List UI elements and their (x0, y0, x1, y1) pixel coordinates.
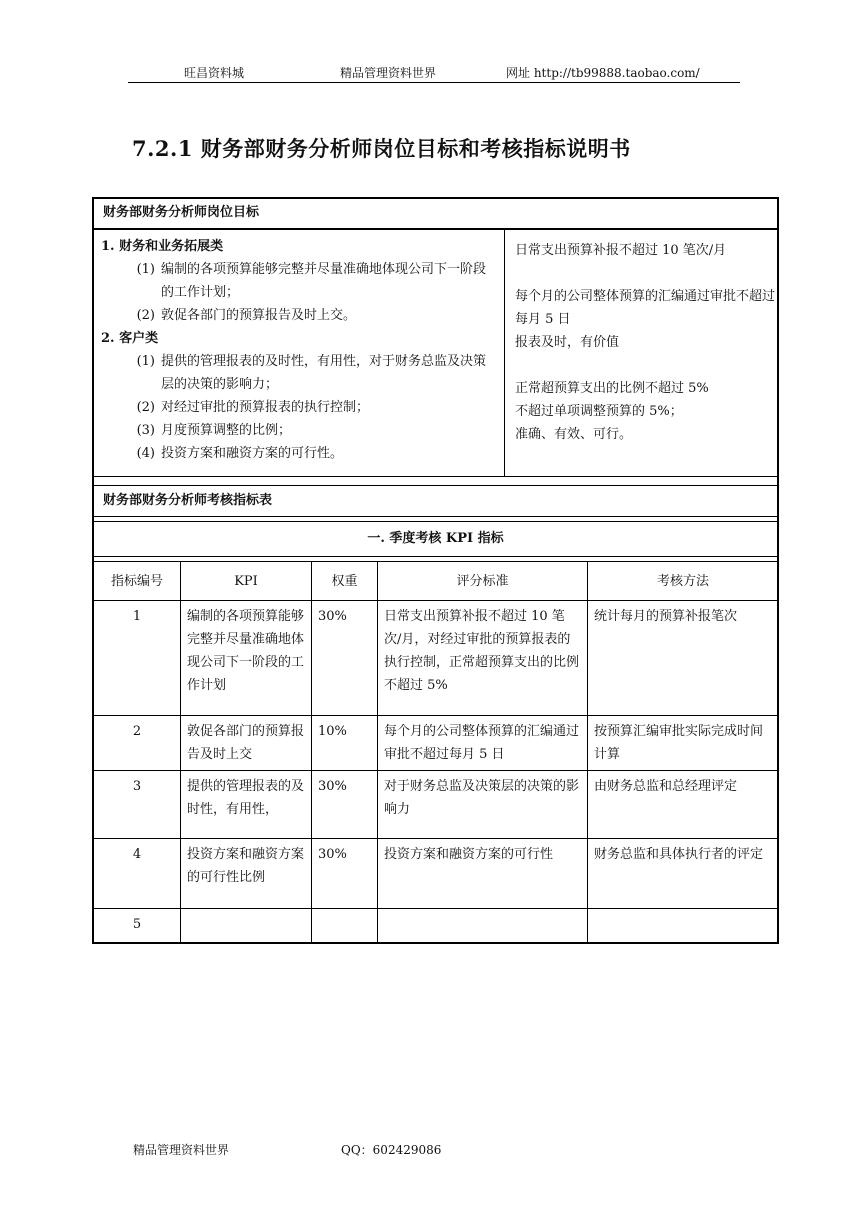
goal-target: 每个月的公司整体预算的汇编通过审批不超过每月 5 日 (515, 289, 776, 327)
goal-category: 1. 财务和业务拓展类 (101, 239, 224, 254)
goals-list (93, 230, 505, 476)
kpi-criteria (378, 909, 588, 943)
goals-heading: 财务部财务分析师岗位目标 (93, 198, 778, 230)
goal-item-number: (2) (136, 308, 155, 323)
kpi-method: 由财务总监和总经理评定 (588, 771, 779, 839)
footer-qq-text: QQ：602429086 (341, 1143, 442, 1157)
table-row (94, 771, 779, 839)
kpi-method (588, 909, 779, 943)
kpi-weight: 30% (312, 771, 378, 839)
kpi-weight (312, 909, 378, 943)
goal-target: 报表及时，有价值 (515, 335, 620, 350)
table-row (94, 716, 779, 771)
kpi-id: 4 (94, 839, 181, 909)
kpi-criteria: 投资方案和融资方案的可行性 (378, 839, 588, 909)
goal-item-text: 投资方案和融资方案的可行性。 (161, 446, 344, 461)
goal-item (101, 396, 504, 419)
kpi-id: 2 (94, 716, 181, 771)
kpi-method: 按预算汇编审批实际完成时间计算 (588, 716, 779, 771)
kpi-criteria: 日常支出预算补报不超过 10 笔次/月，对经过审批的预算报表的执行控制，正常超预算支出的比例不超过 5% (378, 601, 588, 716)
table-row (94, 839, 779, 909)
goal-target: 不超过单项调整预算的 5%； (515, 404, 683, 419)
column-header: 评分标准 (378, 562, 588, 601)
header-website-text: 网址 http://tb99888.taobao.com/ (506, 66, 700, 80)
goal-item-number: (2) (136, 400, 155, 415)
kpi-name: 编制的各项预算能够完整并尽量准确地体现公司下一阶段的工作计划 (181, 601, 312, 716)
kpi-id: 1 (94, 601, 181, 716)
goal-item-text: 编制的各项预算能够完整并尽量准确地体现公司下一阶段的工作计划； (161, 262, 487, 300)
header-left-text: 旺昌资料城 (184, 66, 245, 80)
goal-item (101, 442, 504, 465)
kpi-name: 提供的管理报表的及时性，有用性， (181, 771, 312, 839)
column-header: 指标编号 (94, 562, 181, 601)
page-header (128, 64, 740, 83)
header-middle-text: 精品管理资料世界 (340, 66, 437, 80)
goal-item-text: 月度预算调整的比例； (161, 423, 292, 438)
kpi-table-header-row (94, 562, 779, 601)
goal-item (101, 258, 504, 304)
kpi-weight: 10% (312, 716, 378, 771)
goal-item (101, 350, 504, 396)
goal-item-number: (4) (136, 446, 155, 461)
goal-item-number: (1) (136, 262, 155, 277)
goal-target: 准确、有效、可行。 (515, 427, 633, 442)
kpi-criteria: 每个月的公司整体预算的汇编通过审批不超过每月 5 日 (378, 716, 588, 771)
footer-left-text: 精品管理资料世界 (133, 1143, 230, 1157)
goal-target: 日常支出预算补报不超过 10 笔次/月 (515, 243, 727, 258)
document-title: 7.2.1 财务部财务分析师岗位目标和考核指标说明书 (132, 136, 631, 161)
kpi-method: 财务总监和具体执行者的评定 (588, 839, 779, 909)
goals-block (93, 230, 778, 477)
goal-category: 2. 客户类 (101, 331, 159, 346)
goal-targets (505, 230, 778, 476)
goal-item-text: 敦促各部门的预算报告及时上交。 (161, 308, 357, 323)
table-row (94, 909, 779, 943)
document-body (92, 197, 779, 944)
goal-target: 正常超预算支出的比例不超过 5% (515, 381, 709, 396)
kpi-heading: 财务部财务分析师考核指标表 (93, 485, 778, 517)
kpi-id: 5 (94, 909, 181, 943)
kpi-table (93, 561, 779, 943)
column-header: KPI (181, 562, 312, 601)
goal-item-number: (3) (136, 423, 155, 438)
kpi-subheading: 一. 季度考核 KPI 指标 (93, 521, 778, 557)
kpi-name: 投资方案和融资方案的可行性比例 (181, 839, 312, 909)
kpi-name: 敦促各部门的预算报告及时上交 (181, 716, 312, 771)
goal-item-text: 提供的管理报表的及时性，有用性，对于财务总监及决策层的决策的影响力； (161, 354, 487, 392)
column-header: 考核方法 (588, 562, 779, 601)
table-row (94, 601, 779, 716)
kpi-criteria: 对于财务总监及决策层的决策的影响力 (378, 771, 588, 839)
goal-item (101, 304, 504, 327)
goal-item (101, 419, 504, 442)
column-header: 权重 (312, 562, 378, 601)
goal-item-text: 对经过审批的预算报表的执行控制； (161, 400, 370, 415)
kpi-weight: 30% (312, 839, 378, 909)
goal-item-number: (1) (136, 354, 155, 369)
kpi-method: 统计每月的预算补报笔次 (588, 601, 779, 716)
kpi-weight: 30% (312, 601, 378, 716)
kpi-name (181, 909, 312, 943)
kpi-id: 3 (94, 771, 181, 839)
